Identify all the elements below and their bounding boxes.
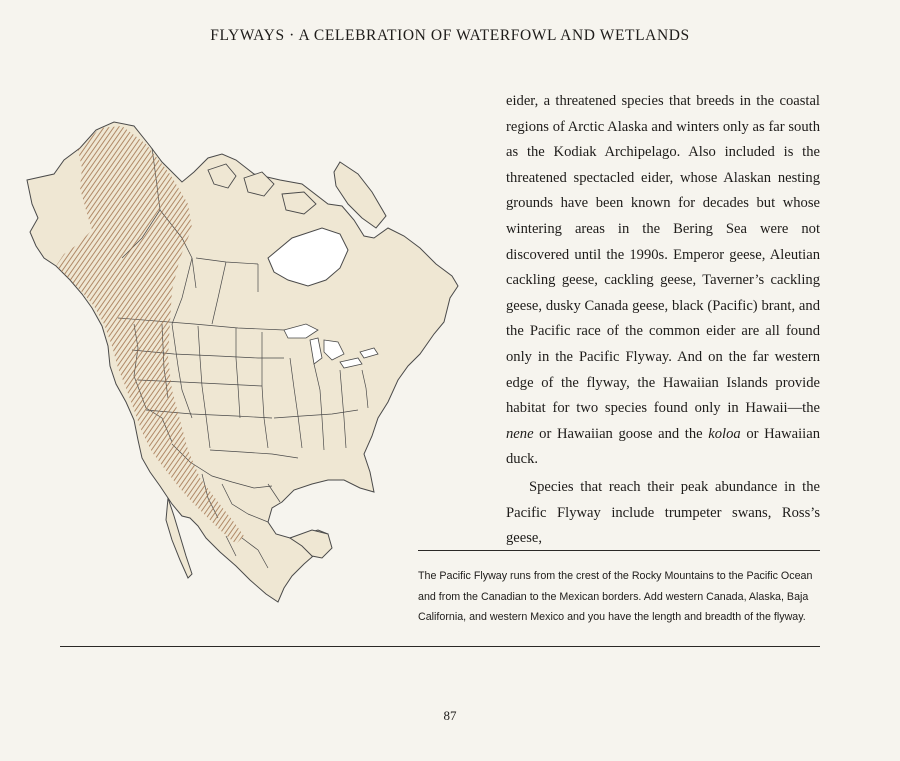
caption-top-rule bbox=[418, 550, 820, 551]
body-text bbox=[506, 89, 820, 552]
figure-caption: The Pacific Flyway runs from the crest of the Rocky Mountains to the Pacific Ocean and from the Canadian to the Mexican borders. Add western Canada, Alaska, Baja California, and western Mexico and you have the length and breadth of the flyway. bbox=[418, 570, 813, 623]
pacific-flyway-map bbox=[22, 118, 472, 608]
body-text-run: eider, a threatened species that breeds in the coastal regions of Arctic Alaska and winters only as far south as the Kodiak Archipelago. Also included is the threatened spectacled eider, whose Alaskan nesting grounds have been known for decades but whose wintering areas in the Bering Sea were not discovered until the 1990s. Emperor geese, Aleutian cackling geese, cackling geese, Taverner’s cackling geese, dusky Canada geese, black (Pacific) brant, and the Pacific race of the common eider are all found only in the Pacific Flyway. And on the far western edge of the flyway, the Hawaiian Islands provide habitat for two species found only in Hawaii—the bbox=[506, 93, 820, 417]
page-number: 87 bbox=[443, 708, 457, 723]
running-head: FLYWAYS · A CELEBRATION OF WATERFOWL AND WETLANDS bbox=[210, 27, 690, 44]
italic-term-koloa: koloa bbox=[708, 425, 741, 442]
caption-bottom-rule bbox=[60, 646, 820, 647]
italic-term-nene: nene bbox=[506, 425, 534, 442]
body-text-run: or Hawaiian goose and the bbox=[533, 425, 709, 442]
body-paragraph: Species that reach their peak abundance in the Pacific Flyway include trumpeter swans, Ross’s geese, bbox=[506, 478, 820, 547]
body-text-run: or Hawaiian duck. bbox=[506, 425, 820, 468]
body-paragraph bbox=[506, 89, 820, 473]
